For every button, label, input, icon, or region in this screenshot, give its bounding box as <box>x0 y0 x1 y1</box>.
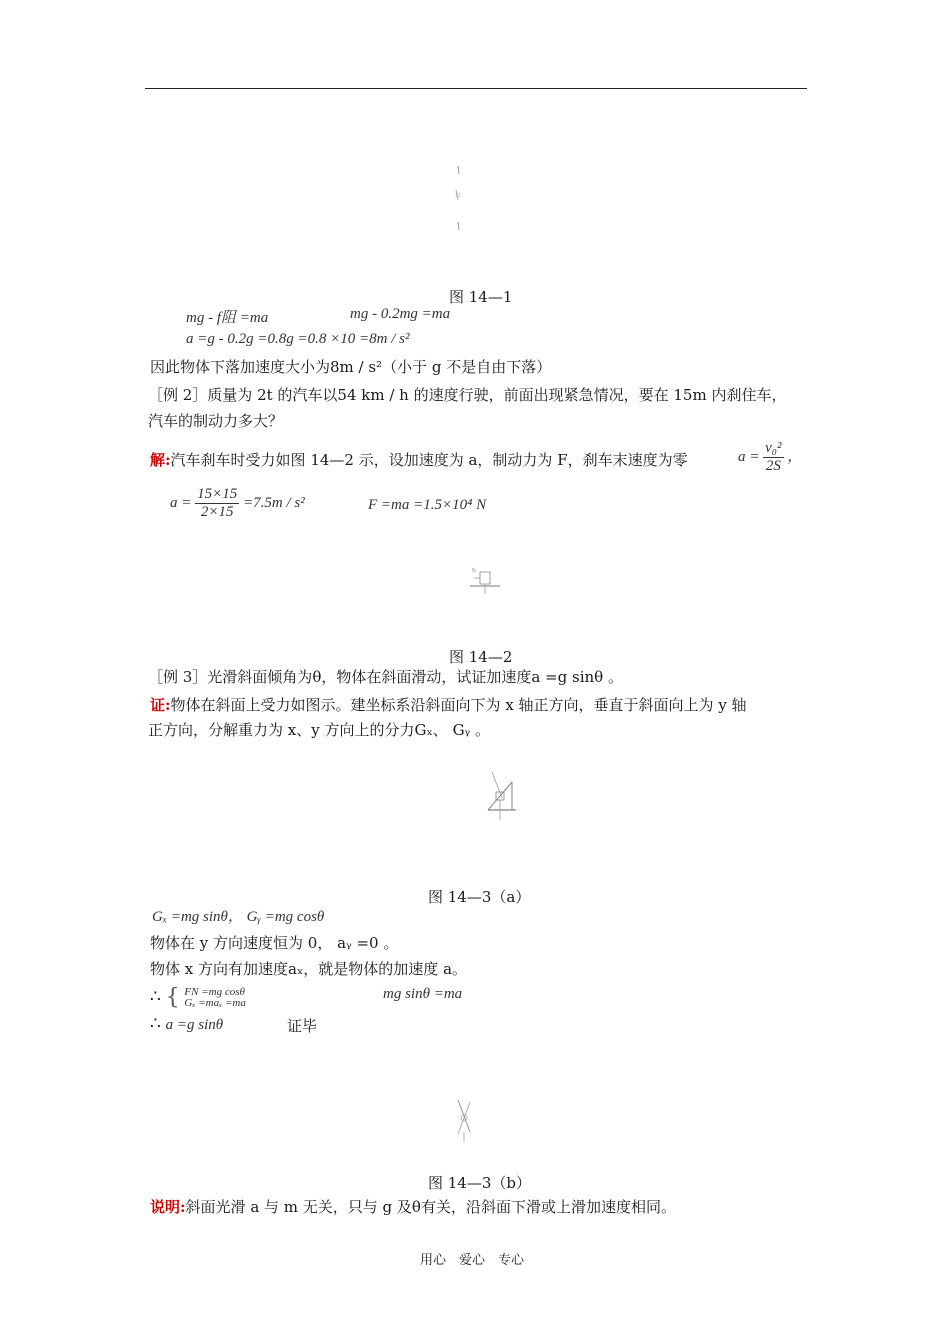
figure-14-1-image <box>448 162 468 234</box>
figure-14-2-image <box>468 564 502 598</box>
figure-14-3b-image <box>452 1092 476 1144</box>
page-footer: 用心 爱心 专心 <box>420 1253 525 1268</box>
qed-text: 证毕 <box>287 1017 318 1035</box>
y-direction-text: 物体在 y 方向速度恒为 0， aᵧ =0 。 <box>150 934 399 952</box>
note-label: 说明: <box>150 1198 186 1216</box>
equation-acceleration: a =g - 0.2g =0.8g =0.8 ×10 =8m / s² <box>186 331 410 347</box>
calculation-acceleration: a = $\frac{15\times 15}{2\times 15}$ =7.5m / s² <box>170 486 305 520</box>
conclusion-text: 因此物体下落加速度大小为8m / s²（小于 g 不是自由下落） <box>150 358 552 376</box>
figure-14-2-caption: 图 14—2 <box>449 648 513 666</box>
figure-14-3b-caption: 图 14—3（b） <box>428 1174 532 1192</box>
figure-14-3a-caption: 图 14—3（a） <box>428 888 531 906</box>
equation-gravity-component: mg sinθ =ma <box>383 986 463 1002</box>
example-2-title-line1: ［例 2］质量为 2t 的汽车以54 km / h 的速度行驶，前面出现紧急情况，要在 15m 内刹住车， <box>148 386 787 404</box>
therefore-system: ∴ { FN =mg cosθ Gₓ =maₓ =ma <box>150 985 246 1010</box>
equation-friction: mg - 0.2mg =ma <box>350 306 451 322</box>
calculation-force: F =ma =1.5×10⁴ N <box>368 497 487 513</box>
equation-newton: mg - f阻 =ma <box>186 310 269 326</box>
svg-text:N: N <box>472 568 476 574</box>
solution-text: 汽车刹车时受力如图 14—2 示，设加速度为 a，制动力为 F，刹车末速度为零 <box>170 451 688 469</box>
therefore-result: ∴ a =g sinθ <box>150 1014 224 1034</box>
proof-line2: 正方向，分解重力为 x、y 方向上的分力Gₓ、 Gᵧ 。 <box>148 721 490 739</box>
solution-label: 解: <box>150 451 171 469</box>
figure-14-3a-image <box>482 768 520 826</box>
note-text: 斜面光滑 a 与 m 无关，只与 g 及θ有关，沿斜面下滑或上滑加速度相同。 <box>185 1198 676 1216</box>
example-3-title: ［例 3］光滑斜面倾角为θ，物体在斜面滑动，试证加速度a =g sinθ 。 <box>148 668 623 686</box>
header-rule <box>145 88 807 89</box>
example-2-title-line2: 汽车的制动力多大？ <box>148 412 284 430</box>
equation-components: Gₓ =mg sinθ， Gᵧ =mg cosθ <box>152 909 325 925</box>
proof-label: 证: <box>150 696 171 714</box>
formula-braking-accel: a = $\frac{\text{v₀²}}{2S}$ ， <box>738 440 803 474</box>
figure-14-1-caption: 图 14—1 <box>449 288 513 306</box>
x-direction-text: 物体 x 方向有加速度aₓ，就是物体的加速度 a。 <box>150 960 468 978</box>
proof-line1: 物体在斜面上受力如图示。建坐标系沿斜面向下为 x 轴正方向，垂直于斜面向上为 y 轴 <box>170 696 747 714</box>
